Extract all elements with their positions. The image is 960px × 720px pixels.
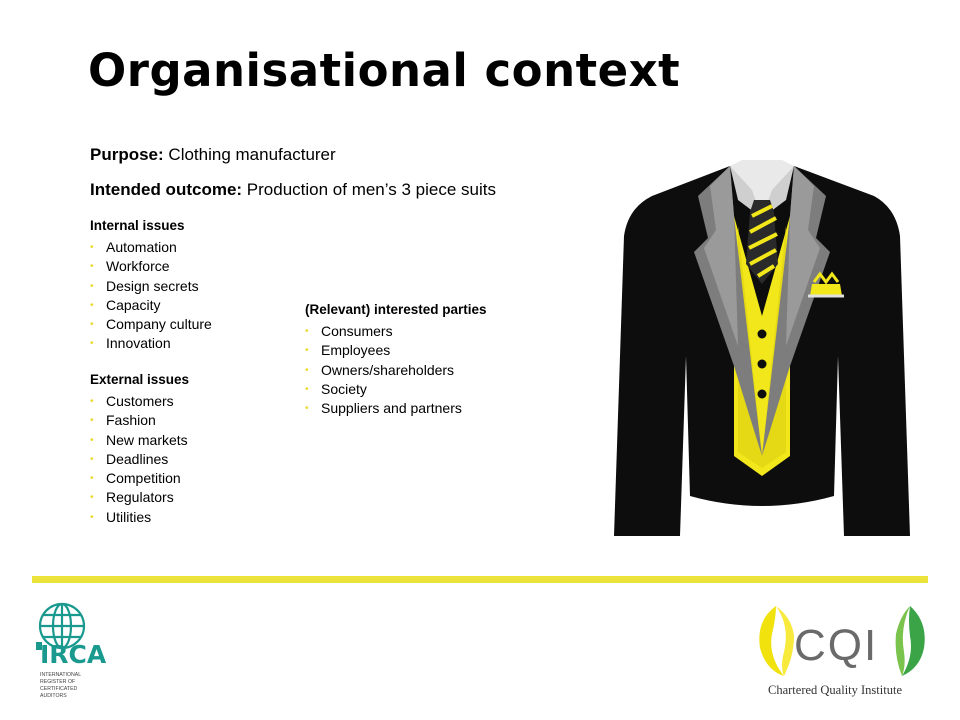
bullet-icon: •: [305, 383, 309, 395]
list-item: • New markets: [90, 431, 188, 448]
slide-title: Organisational context: [88, 44, 681, 97]
list-item: • Deadlines: [90, 450, 169, 467]
cqi-logo: [754, 600, 930, 700]
bullet-icon: •: [90, 280, 94, 292]
bullet-icon: •: [90, 261, 94, 273]
bullet-icon: •: [90, 473, 94, 485]
list-item: • Design secrets: [90, 277, 199, 294]
list-item: • Utilities: [90, 508, 152, 525]
purpose-line: [90, 145, 336, 165]
bullet-icon: •: [90, 242, 94, 253]
list-item: • Regulators: [90, 489, 174, 506]
internal-issues-section: [90, 218, 212, 354]
irca-logo: [36, 598, 160, 706]
intended-outcome-line: [90, 180, 496, 200]
external-issues-section: [90, 372, 189, 527]
list-item: • Innovation: [90, 335, 171, 352]
svg-text:CERTIFICATED: CERTIFICATED: [40, 686, 78, 692]
irca-wordmark: IRCA: [40, 640, 107, 669]
bullet-icon: •: [90, 492, 94, 504]
bullet-icon: •: [90, 511, 94, 523]
list-item: • Society: [305, 380, 367, 397]
bullet-icon: •: [305, 345, 309, 357]
list-item: • Employees: [305, 342, 391, 359]
list-item: • Company culture: [90, 316, 212, 333]
accent-divider: [32, 576, 928, 583]
bullet-icon: •: [90, 453, 94, 465]
svg-text:AUDITORS: AUDITORS: [40, 693, 67, 699]
bullet-icon: •: [90, 338, 94, 350]
interested-parties-section: [305, 302, 487, 418]
list-item: • Workforce: [90, 258, 170, 275]
internal-issues-heading: Internal issues: [90, 218, 185, 233]
svg-text:REGISTER OF: REGISTER OF: [40, 679, 76, 685]
list-item: • Consumers: [305, 323, 393, 339]
list-item: • Suppliers and partners: [305, 400, 462, 417]
intended-outcome-label: Intended outcome:: [90, 180, 243, 199]
suit-illustration: [612, 156, 912, 542]
cqi-subtitle: Chartered Quality Institute: [768, 683, 902, 697]
list-item: • Automation: [90, 239, 177, 255]
bullet-icon: •: [90, 299, 94, 311]
bullet-icon: •: [90, 434, 94, 446]
bullet-icon: •: [90, 396, 94, 407]
bullet-icon: •: [90, 415, 94, 427]
purpose-label: Purpose:: [90, 145, 164, 164]
bullet-icon: •: [305, 364, 309, 376]
external-issues-list: [90, 392, 189, 527]
interested-parties-heading: (Relevant) interested parties: [305, 302, 487, 317]
list-item: • Customers: [90, 393, 174, 409]
cqi-wordmark: CQI: [794, 621, 879, 670]
interested-parties-list: [305, 322, 487, 418]
intended-outcome-value: Production of men’s 3 piece suits: [246, 180, 496, 199]
internal-issues-list: [90, 238, 212, 354]
list-item: • Owners/shareholders: [305, 361, 455, 378]
list-item: • Competition: [90, 470, 181, 487]
bullet-icon: •: [305, 326, 309, 337]
list-item: • Fashion: [90, 412, 156, 429]
bullet-icon: •: [90, 319, 94, 331]
bullet-icon: •: [305, 403, 309, 415]
purpose-value: Clothing manufacturer: [168, 145, 336, 164]
external-issues-heading: External issues: [90, 372, 190, 387]
list-item: • Capacity: [90, 296, 161, 313]
svg-text:INTERNATIONAL: INTERNATIONAL: [40, 672, 82, 678]
